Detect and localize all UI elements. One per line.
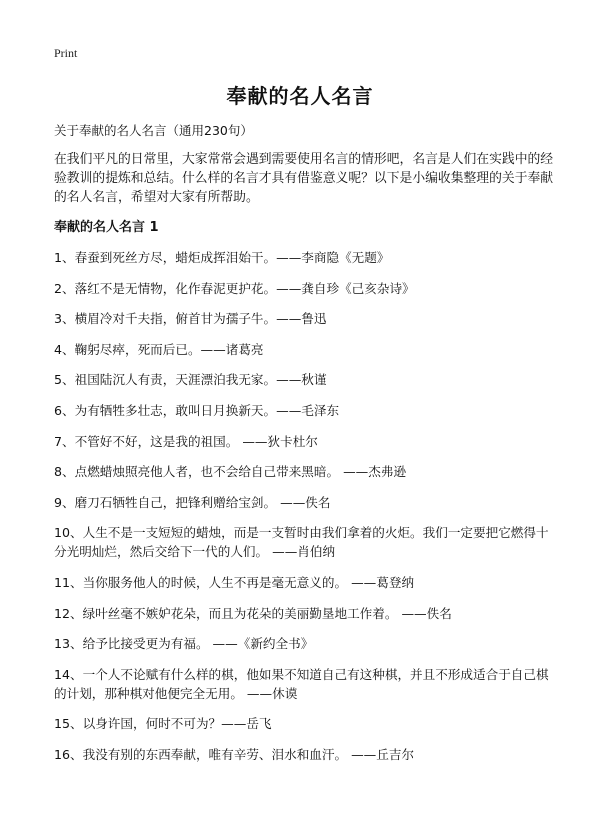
section-heading: 奉献的名人名言 1 — [54, 220, 159, 235]
intro-paragraph: 在我们平凡的日常里，大家常常会遇到需要使用名言的情形吧，名言是人们在实践中的经验教训的提炼和总结。什么样的名言才具有借鉴意义呢？以下是小编收集整理的关于奉献的名人名言，希望对大家有所帮助。 — [54, 152, 554, 205]
print-link[interactable]: Print — [54, 46, 78, 60]
quote-item: 1、春蚕到死丝方尽，蜡炬成挥泪始干。——李商隐《无题》 — [54, 250, 390, 265]
quote-item: 14、一个人不论赋有什么样的棋，他如果不知道自己有这种棋，并且不形成适合于自己棋的计划，那种棋对他便完全无用。 ——休谟 — [54, 666, 549, 701]
quote-item: 2、落红不是无情物，化作春泥更护花。——龚自珍《己亥杂诗》 — [54, 280, 415, 296]
quote-item: 13、给予比接受更为有福。 ——《新约全书》 — [54, 636, 314, 652]
quote-item: 12、绿叶丝毫不嫉妒花朵，而且为花朵的美丽勤垦地工作着。 ——佚名 — [54, 605, 452, 621]
article-subtitle: 关于奉献的名人名言（通用230句） — [54, 123, 253, 138]
quote-item: 11、当你服务他人的时候，人生不再是毫无意义的。 ——葛登纳 — [54, 574, 415, 590]
quote-item: 10、人生不是一支短短的蜡烛，而是一支暂时由我们拿着的火炬。我们一定要把它燃得十分光明灿烂，然后交给下一代的人们。 ——肖伯纳 — [54, 525, 549, 560]
page-title: 奉献的名人名言 — [226, 84, 374, 108]
quote-item: 15、以身许国，何时不可为？——岳飞 — [54, 716, 272, 732]
quote-item: 4、鞠躬尽瘁，死而后已。——诸葛亮 — [54, 341, 264, 357]
quote-item: 7、不管好不好，这是我的祖国。 ——狄卡杜尔 — [54, 433, 318, 449]
quote-item: 8、点燃蜡烛照亮他人者，也不会给自己带来黑暗。 ——杰弗逊 — [54, 464, 407, 480]
quote-list — [54, 248, 554, 776]
quote-item: 5、祖国陆沉人有责，天涯漂泊我无家。——秋谨 — [54, 372, 327, 388]
quote-item: 6、为有牺牲多壮志，敢叫日月换新天。——毛泽东 — [54, 402, 340, 418]
quote-item: 16、我没有别的东西奉献，唯有辛劳、泪水和血汗。 ——丘吉尔 — [54, 746, 415, 762]
quote-item: 9、磨刀石牺牲自己，把锋利赠给宝剑。 ——佚名 — [54, 494, 331, 510]
quote-item: 3、横眉冷对千夫指，俯首甘为孺子牛。——鲁迅 — [54, 311, 327, 327]
